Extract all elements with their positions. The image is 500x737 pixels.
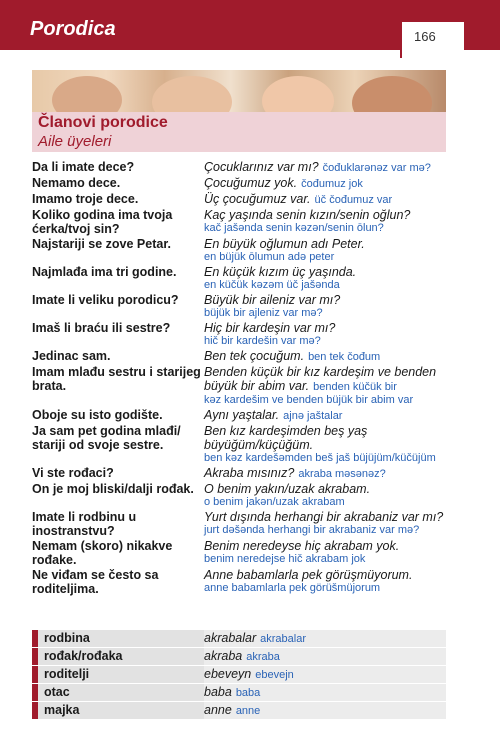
phrase-target (204, 192, 472, 207)
phrase-target (204, 568, 472, 596)
phrase-target (204, 365, 472, 407)
vocab-pronunciation: baba (235, 687, 261, 699)
phrase-pronunciation: kəz kardešim ve benden büjük bir abim var (204, 394, 414, 406)
phrase-source: Najstariji se zove Petar. (32, 237, 171, 251)
phrase-row (32, 160, 472, 175)
phrase-target (204, 349, 472, 364)
phrase-row (32, 208, 472, 236)
phrase-target (204, 176, 472, 191)
phrase-pronunciation: čođuklarənəz var mə? (322, 162, 431, 174)
phrase-row (32, 265, 472, 292)
vocab-source: rođak/rođaka (38, 648, 204, 665)
vocab-row (32, 648, 446, 666)
phrase-row (32, 424, 472, 465)
phrase-pronunciation: ajnə jaštalar (283, 410, 343, 422)
phrase-pronunciation: anne babamlarla pek görüšmüjorum (204, 582, 381, 594)
phrase-pronunciation: o benim jakən/uzak akrabam (204, 496, 345, 508)
section-subheading: Aile üyeleri (38, 133, 112, 150)
vocab-row (32, 630, 446, 648)
phrase-row (32, 568, 472, 596)
section-header-box (32, 112, 446, 152)
phrase-target (204, 424, 472, 465)
vocab-translation: akraba (204, 649, 243, 663)
phrase-row (32, 321, 472, 348)
phrase-row (32, 192, 472, 207)
phrase-source: Nemam (skoro) nikakve rođake. (32, 539, 173, 567)
phrase-target (204, 208, 472, 236)
face-3 (262, 76, 334, 112)
phrase-pronunciation: büjük bir ajleniz var mə? (204, 307, 323, 319)
phrase-target (204, 265, 472, 292)
phrase-target (204, 321, 472, 348)
vocab-pronunciation: akraba (246, 651, 280, 663)
vocab-translation: anne (204, 703, 232, 717)
phrase-list (32, 160, 472, 597)
section-title: Porodica (30, 18, 116, 40)
phrase-row (32, 482, 472, 509)
phrase-row (32, 349, 472, 364)
phrase-translation: En küçük kızım üç yaşında. (204, 265, 357, 279)
phrase-pronunciation-inline: benden küčük bir (313, 381, 397, 393)
phrase-pronunciation: benim neredejse hič akrabam jok (204, 553, 366, 565)
phrase-row (32, 293, 472, 320)
phrase-translation: Benim neredeyse hiç akrabam yok. (204, 539, 400, 553)
phrase-translation: Kaç yaşında senin kızın/senin oğlun? (204, 208, 411, 222)
phrase-source: Imam mlađu sestru i starijeg brata. (32, 365, 201, 393)
phrase-target (204, 408, 472, 423)
phrase-translation: Aynı yaştalar. (204, 408, 280, 422)
face-4 (352, 76, 432, 112)
phrase-translation: Büyük bir aileniz var mı? (204, 293, 341, 307)
phrase-target (204, 510, 472, 538)
phrase-source: Koliko godina ima tvoja ćerka/tvoj sin? (32, 208, 173, 236)
vocab-source: majka (38, 702, 204, 719)
vocab-translation: akrabalar (204, 631, 257, 645)
vocab-source: otac (38, 684, 204, 701)
phrase-translation: Anne babamlarla pek görüşmüyorum. (204, 568, 413, 582)
vocab-source: roditelji (38, 666, 204, 683)
phrase-source: Vi ste rođaci? (32, 466, 114, 480)
phrase-source: Imate li rodbinu u inostranstvu? (32, 510, 137, 538)
face-2 (152, 76, 232, 112)
phrase-source: Najmlađa ima tri godine. (32, 265, 177, 279)
phrase-pronunciation: jurt dəšənda herhangi bir akrabaniz var mə? (204, 524, 420, 536)
vocab-source: rodbina (38, 630, 204, 647)
vocab-pronunciation: anne (235, 705, 261, 717)
vocab-target (204, 666, 446, 683)
vocab-pronunciation: ebevejn (255, 669, 294, 681)
phrase-translation: Ben kız kardeşimden beş yaş büyüğüm/küçüğüm. (204, 424, 368, 452)
vocab-row (32, 666, 446, 684)
phrase-source: Ja sam pet godina mlađi/ stariji od svoje sestre. (32, 424, 181, 452)
phrase-pronunciation: en büjük ōlumun adə peter (204, 251, 335, 263)
phrase-target (204, 482, 472, 509)
vocab-target (204, 630, 446, 647)
page-number: 166 (414, 29, 436, 44)
vocab-target (204, 702, 446, 719)
phrase-row (32, 176, 472, 191)
phrase-translation: O benim yakın/uzak akrabam. (204, 482, 371, 496)
phrase-translation: Hiç bir kardeşin var mı? (204, 321, 336, 335)
phrase-translation: Yurt dışında herhangi bir akrabaniz var mı? (204, 510, 444, 524)
phrase-pronunciation: hič bir kardešin var mə? (204, 335, 321, 347)
phrase-target (204, 237, 472, 264)
phrase-target (204, 293, 472, 320)
vocab-row (32, 684, 446, 702)
phrase-pronunciation: üč čođumuz var (314, 194, 393, 206)
phrase-translation: En büyük oğlumun adı Peter. (204, 237, 365, 251)
phrase-source: Imaš li braću ili sestre? (32, 321, 171, 335)
phrase-translation: Çocuğumuz yok. (204, 176, 298, 190)
vocab-translation: ebeveyn (204, 667, 252, 681)
phrase-row (32, 466, 472, 481)
phrase-target (204, 160, 472, 175)
vocab-target (204, 684, 446, 701)
family-photo (32, 70, 446, 112)
phrase-target (204, 539, 472, 567)
face-1 (52, 76, 122, 112)
vocab-pronunciation: akrabalar (260, 633, 306, 645)
phrase-pronunciation: en küčük kəzəm üč jašənda (204, 279, 340, 291)
vocab-translation: baba (204, 685, 232, 699)
phrase-translation: Çocuklarınız var mı? (204, 160, 319, 174)
phrase-translation: Akraba mısınız? (204, 466, 295, 480)
phrase-row (32, 510, 472, 538)
phrase-pronunciation: ben tek čođum (308, 351, 381, 363)
phrase-translation: Ben tek çocuğum. (204, 349, 305, 363)
page-number-tab (400, 22, 464, 58)
phrase-row (32, 408, 472, 423)
phrase-row (32, 237, 472, 264)
phrase-source: Imate li veliku porodicu? (32, 293, 179, 307)
phrase-source: Ne viđam se često sa roditeljima. (32, 568, 159, 596)
vocab-target (204, 648, 446, 665)
vocabulary-table (32, 630, 446, 720)
phrase-source: Oboje su isto godište. (32, 408, 163, 422)
phrase-pronunciation: akraba məsənəz? (298, 468, 386, 480)
phrase-pronunciation: kač jašənda senin kəzən/senin ōlun? (204, 222, 384, 234)
phrase-source: On je moj bliski/dalji rođak. (32, 482, 194, 496)
phrase-translation: Benden küçük bir kız kardeşim ve benden büyük bir abim var. (204, 365, 437, 393)
phrase-target (204, 466, 472, 481)
phrase-row (32, 365, 472, 407)
phrase-source: Imamo troje dece. (32, 192, 139, 206)
phrase-source: Jedinac sam. (32, 349, 111, 363)
phrase-source: Nemamo dece. (32, 176, 121, 190)
vocab-row (32, 702, 446, 720)
section-heading: Članovi porodice (38, 114, 168, 131)
phrase-pronunciation: ben kəz kardešəmden beš jaš büjüjüm/küčüjüm (204, 452, 436, 464)
phrase-row (32, 539, 472, 567)
phrase-pronunciation: čođumuz jok (301, 178, 363, 190)
phrase-translation: Üç çocuğumuz var. (204, 192, 311, 206)
phrase-source: Da li imate dece? (32, 160, 135, 174)
